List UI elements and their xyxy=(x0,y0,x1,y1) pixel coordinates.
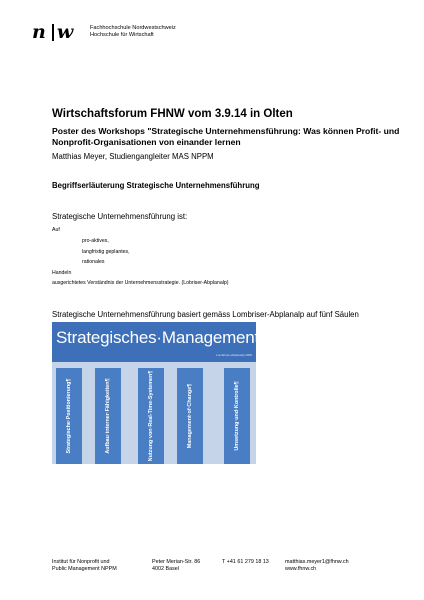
document-title: Wirtschaftsforum FHNW vom 3.9.14 in Olten xyxy=(52,108,293,120)
footer-phone: T +41 61 279 18 13 xyxy=(222,559,269,565)
logo-mark-n: n xyxy=(32,21,45,43)
pillars-lead: Strategische Unternehmensführung basiert gemäss Lombriser-Abplanalp auf fünf Säulen xyxy=(52,310,359,319)
strategic-management-diagram xyxy=(52,322,269,464)
banner-note: Lombriser+Abplanalp 2005 xyxy=(216,353,252,357)
footer-street: Peter Merian-Str. 86 xyxy=(152,559,201,565)
pillar-4-label: Management·of·Change¶ xyxy=(187,383,193,449)
pillar-5-label: Umsetzung·und·Kontrolle¶ xyxy=(234,381,240,451)
footer-address xyxy=(152,559,200,573)
pillar-4 xyxy=(177,368,203,464)
footer-email[interactable]: matthias.meyer1@fhnw.ch xyxy=(285,559,349,565)
diagram-banner xyxy=(52,322,269,362)
definition-item-1: pro-aktives, xyxy=(82,238,109,244)
logo-divider xyxy=(52,24,54,41)
document-subtitle: Poster des Workshops "Strategische Unternehmensführung: Was können Profit- und Nonprofit-Organisationen von einander lernen xyxy=(52,126,400,147)
pillar-1 xyxy=(56,368,82,464)
pillar-3-label: Nutzung·von·Real-Time-Systemen¶ xyxy=(148,370,154,462)
footer-contact xyxy=(285,559,349,573)
pillar-1-label: Strategische·Positionierung¶ xyxy=(66,378,72,454)
pillar-5 xyxy=(224,368,250,464)
logo-wordmark xyxy=(90,25,176,39)
section-heading: Begriffserläuterung Strategische Unternehmensführung xyxy=(52,181,260,190)
banner-title: Strategisches·Management¶ xyxy=(56,328,269,347)
definition-lead: Strategische Unternehmensführung ist: xyxy=(52,212,188,221)
footer-org-line-1: Institut für Nonprofit und xyxy=(52,559,110,565)
logo-line-1: Fachhochschule Nordwestschweiz xyxy=(90,25,176,31)
footer-org-line-2: Public Management NPPM xyxy=(52,566,117,572)
definition-closing: ausgerichtetes Verständnis der Unternehmensstrategie. (Lobriser-Abplanalp) xyxy=(52,280,229,286)
logo-line-2: Hochschule für Wirtschaft xyxy=(90,32,154,38)
definition-handeln: Handeln xyxy=(52,270,72,276)
pillar-2-label: Aufbau·interner·Fähigkeiten¶ xyxy=(105,378,111,454)
footer-web[interactable]: www.fhnw.ch xyxy=(285,566,317,572)
pillar-2 xyxy=(95,368,121,464)
definition-auf: Auf xyxy=(52,227,60,233)
logo-mark-w: w xyxy=(56,21,73,43)
author-line: Matthias Meyer, Studiengangleiter MAS NPPM xyxy=(52,152,214,161)
definition-item-3: rationales xyxy=(82,259,105,265)
footer-city: 4002 Basel xyxy=(152,566,179,572)
definition-item-2: langfristig geplantes, xyxy=(82,249,130,255)
pillar-3 xyxy=(138,368,164,464)
footer-organisation xyxy=(52,559,117,573)
